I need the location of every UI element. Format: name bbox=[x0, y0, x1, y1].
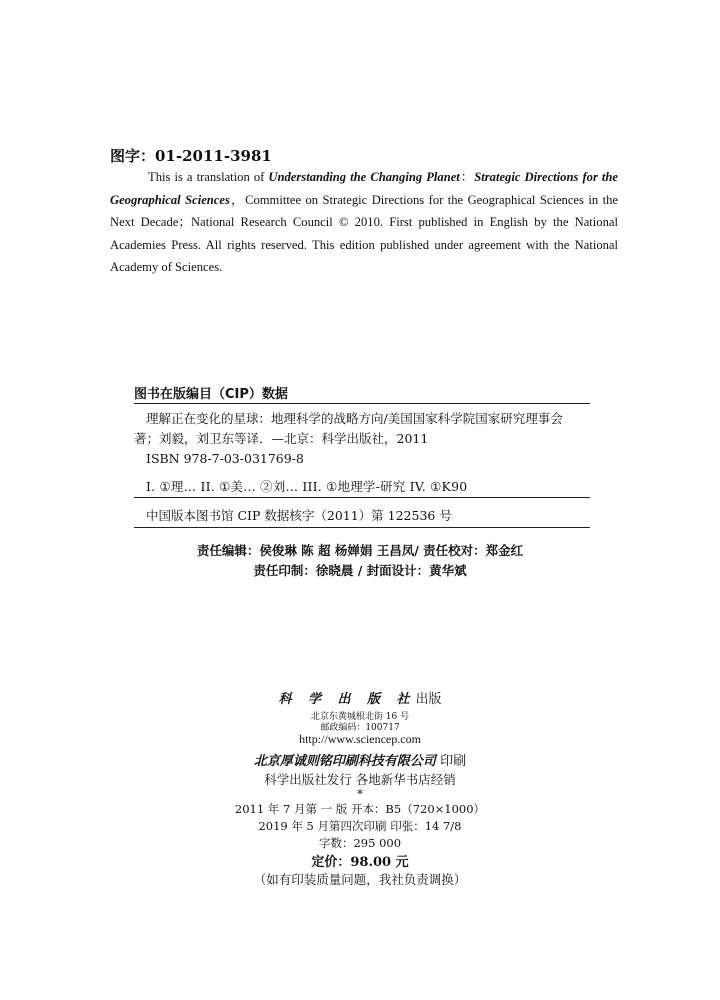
publisher-address: 北京东黄城根北街 16 号 bbox=[310, 712, 410, 722]
asterisk-separator: * bbox=[357, 787, 363, 801]
quality-notice: （如有印装质量问题，我社负责调换） bbox=[253, 872, 467, 887]
editor-credits: 责任编辑：侯俊琳 陈 超 杨婵娟 王昌凤/ 责任校对：郑金红 bbox=[196, 543, 524, 558]
cip-author-line: 著；刘毅，刘卫东等译．—北京：科学出版社，2011 bbox=[134, 431, 429, 446]
printing-line: 2019 年 5 月第四次印刷 印张：14 7/8 bbox=[258, 819, 462, 833]
cip-classification: I. ①理… II. ①美… ②刘… III. ①地理学-研究 IV. ①K90 bbox=[146, 479, 468, 494]
distribution-line: 科学出版社发行 各地新华书店经销 bbox=[264, 772, 456, 787]
original-book-title: Understanding the Changing Planet bbox=[268, 170, 460, 184]
production-credits: 责任印制：徐晓晨 / 封面设计：黄华斌 bbox=[253, 563, 467, 578]
cip-title-line: 理解正在变化的星球：地理科学的战略方向/美国国家科学院国家研究理事会 bbox=[146, 411, 563, 426]
cip-top-rule bbox=[134, 403, 590, 404]
cip-middle-rule bbox=[134, 497, 590, 498]
translation-intro: This is a translation of bbox=[148, 170, 269, 184]
publisher-postcode: 邮政编码：100717 bbox=[320, 723, 400, 733]
cip-record bbox=[134, 409, 590, 469]
cip-heading: 图书在版编目（CIP）数据 bbox=[134, 387, 288, 402]
printer-name: 北京厚诚则铭印刷科技有限公司 bbox=[253, 754, 436, 769]
cip-bottom-rule bbox=[134, 527, 590, 528]
original-book-subtitle: Strategic Directions for the Geographical Sciences bbox=[110, 170, 619, 207]
publisher-name: 科 学 出 版 社 bbox=[278, 692, 416, 707]
translation-permit-number: 图字：01-2011-3981 bbox=[110, 147, 272, 165]
publisher-website: http://www.sciencep.com bbox=[299, 732, 421, 746]
cip-isbn: ISBN 978-7-03-031769-8 bbox=[146, 451, 304, 466]
cip-data-number: 中国版本图书馆 CIP 数据核字（2011）第 122536 号 bbox=[146, 508, 452, 523]
translation-notice bbox=[110, 166, 618, 279]
printer-line bbox=[0, 750, 720, 769]
title-separator: ： bbox=[459, 170, 475, 184]
price: 定价：98.00 元 bbox=[311, 855, 409, 870]
edition-line: 2011 年 7 月第 一 版 开本：B5（720×1000） bbox=[234, 802, 486, 816]
copyright-statement: ，Committee on Strategic Directions for the Geographical Sciences in the Next Decade；National Research Council © 2010. First published in English by the National Academies Press. All rights reserved. This edition published under agreement with the National Academy of Sciences. bbox=[110, 192, 618, 274]
printer-suffix: 印刷 bbox=[435, 754, 467, 769]
word-count: 字数：295 000 bbox=[318, 836, 402, 850]
publisher-line bbox=[0, 688, 720, 707]
publisher-suffix: 出版 bbox=[415, 692, 442, 707]
